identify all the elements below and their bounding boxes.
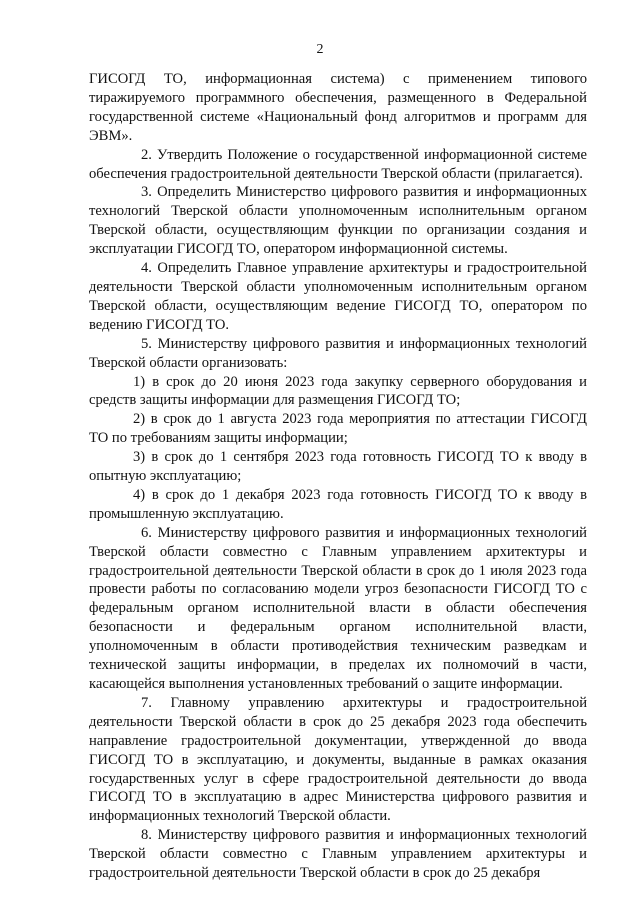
paragraph-item-3: 3. Определить Министерство цифрового развития и информационных технологий Тверской области уполномоченным исполнительным органом Тверской области, осуществляющим функции по организации создания и эксплуатации ГИСОГД ТО, оператором информационной системы. [89,184,587,258]
paragraph-item-7: 7. Главному управлению архитектуры и градостроительной деятельности Тверской области в срок до 25 декабря 2023 года обеспечить направление градостроительной документации, утвержденной до ввода ГИСОГД ТО в эксплуатацию, и документы, выданные в рамках оказания государственных услуг в сфере градостроительной деятельности до ввода ГИСОГД ТО в эксплуатацию в адрес Министерства цифрового развития и информационных технологий Тверской области. [89,694,587,825]
paragraph-item-8: 8. Министерству цифрового развития и информационных технологий Тверской области совместно с Главным управлением архитектуры и градостроительной деятельности Тверской области в срок до 25 декабря [89,827,587,882]
paragraph-item-5: 5. Министерству цифрового развития и информационных технологий Тверской области организовать: [89,335,587,371]
paragraph-continuation: ГИСОГД ТО, информационная система) с применением типового тиражируемого программного обеспечения, размещенного в Федеральной государственной системе «Национальный фонд алгоритмов и программ для ЭВМ». [89,71,587,144]
subitem-5-4: 4) в срок до 1 декабря 2023 года готовность ГИСОГД ТО к вводу в промышленную эксплуатацию. [89,486,587,522]
subitem-5-3: 3) в срок до 1 сентября 2023 года готовность ГИСОГД ТО к вводу в опытную эксплуатацию; [89,449,587,485]
paragraph-item-6: 6. Министерству цифрового развития и информационных технологий Тверской области совместно с Главным управлением архитектуры и градостроительной деятельности Тверской области в срок до 1 июля 2023 года провести работы по согласованию модели угроз безопасности ГИСОГД ТО с федеральным органом исполнительной власти в области обеспечения безопасности и федеральным органом исполнительной власти, уполномоченным в области противодействия техническим разведкам и технической защиты информации, в пределах их полномочий в части, касающейся выполнения установленных требований о защите информации. [89,524,587,692]
subitem-5-2: 2) в срок до 1 августа 2023 года мероприятия по аттестации ГИСОГД ТО по требованиям защиты информации; [89,411,587,447]
document-body [89,70,587,883]
subitem-5-1: 1) в срок до 20 июня 2023 года закупку серверного оборудования и средств защиты информации для размещения ГИСОГД ТО; [89,373,587,409]
paragraph-item-2: 2. Утвердить Положение о государственной информационной системе обеспечения градостроительной деятельности Тверской области (прилагается). [89,146,587,182]
paragraph-item-4: 4. Определить Главное управление архитектуры и градостроительной деятельности Тверской области уполномоченным исполнительным органом Тверской области, осуществляющим ведение ГИСОГД ТО, оператором по ведению ГИСОГД ТО. [89,260,587,333]
page-number: 2 [316,42,324,57]
